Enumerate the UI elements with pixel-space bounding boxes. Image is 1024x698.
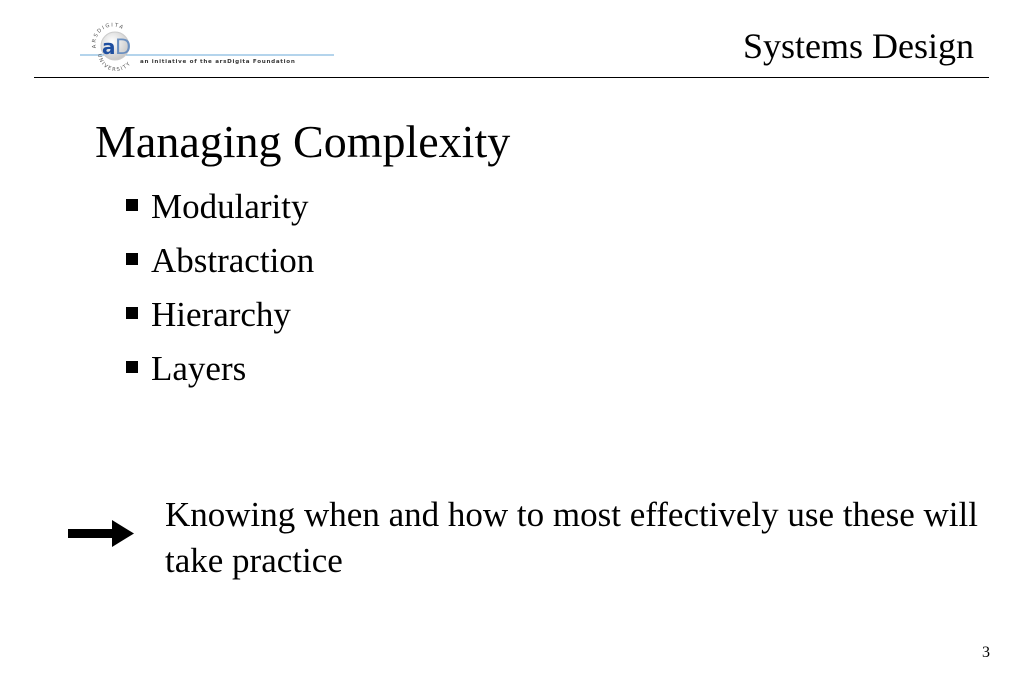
- page-number: 3: [982, 644, 990, 661]
- logo-letter-a: a: [102, 35, 116, 59]
- bullet-item-modularity: [126, 180, 314, 234]
- bullet-label: Abstraction: [151, 241, 315, 280]
- logo-arc-bottom: UNIVERSITY: [95, 53, 133, 72]
- square-bullet-icon: [126, 307, 138, 319]
- bullet-label: Modularity: [151, 187, 309, 226]
- slide-title: Managing Complexity: [95, 116, 511, 167]
- logo-arc-top: ARSDIGITA: [91, 22, 126, 49]
- bullet-item-layers: [126, 342, 314, 396]
- right-arrow-icon: [68, 518, 134, 548]
- arsdigita-logo: [78, 12, 338, 72]
- bullet-item-hierarchy: [126, 288, 314, 342]
- square-bullet-icon: [126, 361, 138, 373]
- logo-graphic: [78, 12, 338, 72]
- practice-note: Knowing when and how to most effectively use these will take practice: [165, 495, 978, 580]
- logo-tagline: an initiative of the arsDigita Foundation: [140, 59, 296, 65]
- bullet-label: Hierarchy: [151, 295, 291, 334]
- bullet-item-abstraction: [126, 234, 314, 288]
- square-bullet-icon: [126, 253, 138, 265]
- bullet-list: [126, 180, 314, 396]
- square-bullet-icon: [126, 199, 138, 211]
- header-divider: [34, 77, 989, 78]
- logo-letter-d: D: [115, 35, 132, 59]
- bullet-label: Layers: [151, 349, 247, 388]
- header-title: Systems Design: [742, 26, 974, 66]
